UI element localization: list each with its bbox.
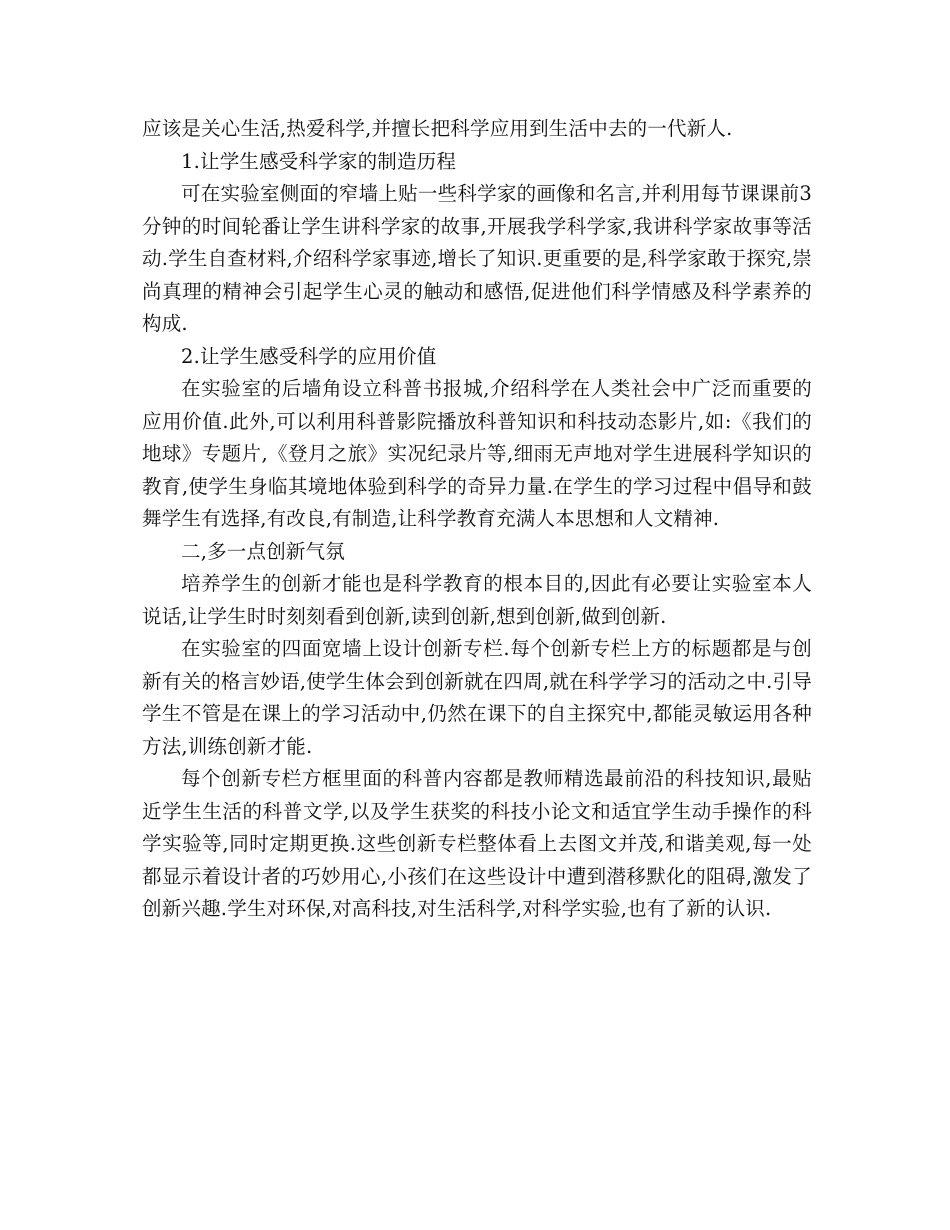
paragraph-science-corner: 在实验室的后墙角设立科普书报城,介绍科学在人类社会中广泛而重要的应用价值.此外,可以利用科普影院播放科普知识和科技动态影片,如:《我们的地球》专题片,《登月之旅》实况纪录片等,细雨无声地对学生进展科学知识的教育,使学生身临其境地体验到科学的奇异力量.在学生的学习过程中倡导和鼓舞学生有选择,有改良,有制造,让科学教育充满人本思想和人文精神. xyxy=(142,377,812,530)
subheading-science-value: 2.让学生感受科学的应用价值 xyxy=(181,344,437,368)
subheading-scientist-process: 1.让学生感受科学家的制造历程 xyxy=(181,149,457,173)
document-body xyxy=(142,113,812,926)
paragraph-continuation: 应该是关心生活,热爱科学,并擅长把科学应用到生活中去的一代新人. xyxy=(142,117,733,140)
paragraph-innovation-goal: 培养学生的创新才能也是科学教育的根本目的,因此有必要让实验室本人说话,让学生时时刻刻看到创新,读到创新,想到创新,做到创新. xyxy=(142,572,812,628)
paragraph-innovation-columns: 在实验室的四面宽墙上设计创新专栏.每个创新专栏上方的标题都是与创新有关的格言妙语,使学生体会到创新就在四周,就在科学学习的活动之中.引导学生不管是在课上的学习活动中,仍然在课下的自主探究中,都能灵敏运用各种方法,训练创新才能. xyxy=(142,637,812,758)
paragraph-scientist-wall: 可在实验室侧面的窄墙上贴一些科学家的画像和名言,并利用每节课课前3分钟的时间轮番让学生讲科学家的故事,开展我学科学家,我讲科学家故事等活动.学生自查材料,介绍科学家事迹,增长了知识.更重要的是,科学家敢于探究,崇尚真理的精神会引起学生心灵的触动和感悟,促进他们科学情感及科学素养的构成. xyxy=(142,182,812,335)
paragraph-column-contents: 每个创新专栏方框里面的科普内容都是教师精选最前沿的科技知识,最贴近学生生活的科普文学,以及学生获奖的科技小论文和适宜学生动手操作的科学实验等,同时定期更换.这些创新专栏整体看上去图文并茂,和谐美观,每一处都显示着设计者的巧妙用心,小孩们在这些设计中遭到潜移默化的阻碍,激发了创新兴趣.学生对环保,对高科技,对生活科学,对科学实验,也有了新的认识. xyxy=(142,767,812,920)
section-heading-innovation: 二,多一点创新气氛 xyxy=(181,539,345,563)
